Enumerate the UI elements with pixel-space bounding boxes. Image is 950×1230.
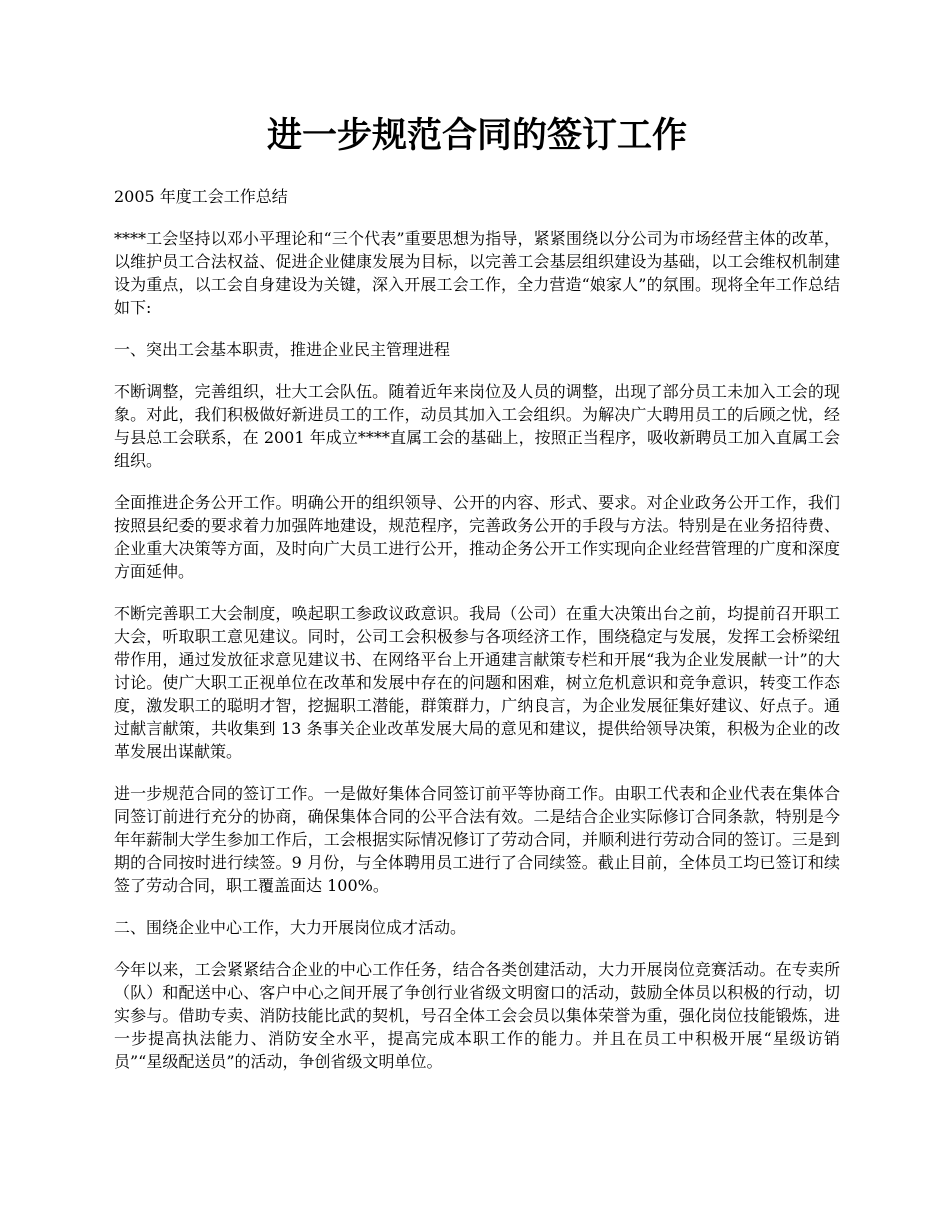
section-1-heading: 一、突出工会基本职责，推进企业民主管理进程 [114,340,451,359]
document-page [114,110,840,1092]
section-2-paragraph-1: 今年以来，工会紧紧结合企业的中心工作任务，结合各类创建活动，大力开展岗位竞赛活动。在专卖所（队）和配送中心、客户中心之间开展了争创行业省级文明窗口的活动，鼓励全体员以积极的行动，切实参与。借助专卖、消防技能比武的契机，号召全体工会会员以集体荣誉为重，强化岗位技能锻炼，进一步提高执法能力、消防安全水平，提高完成本职工作的能力。并且在员工中积极开展“星级访销员”“星级配送员”的活动，争创省级文明单位。 [114,960,840,1071]
document-title: 进一步规范合同的签订工作 [266,115,687,156]
section-1-paragraph-3: 不断完善职工大会制度，唤起职工参政议政意识。我局（公司）在重大决策出台之前，均提前召开职工大会，听取职工意见建议。同时，公司工会积极参与各项经济工作，围绕稳定与发展，发挥工会桥梁纽带作用，通过发放征求意见建议书、在网络平台上开通建言献策专栏和开展“我为企业发展献一计”的大讨论。使广大职工正视单位在改革和发展中存在的问题和困难，树立危机意识和竞争意识，转变工作态度，激发职工的聪明才智，挖掘职工潜能，群策群力，广纳良言，为企业发展征集好建议、好点子。通过献言献策，共收集到 13 条事关企业改革发展大局的意见和建议，提供给领导决策，积极为企业的改革发展出谋献策。 [114,604,840,761]
section-2-heading: 二、围绕企业中心工作，大力开展岗位成才活动。 [114,918,467,937]
document-subtitle: 2005 年度工会工作总结 [114,187,288,206]
section-1-paragraph-1: 不断调整，完善组织，壮大工会队伍。随着近年来岗位及人员的调整，出现了部分员工未加入工会的现象。对此，我们积极做好新进员工的工作，动员其加入工会组织。为解决广大聘用员工的后顾之忧，经与县总工会联系，在 2001 年成立****直属工会的基础上，按照正当程序，吸收新聘员工加入直属工会组织。 [114,382,840,470]
section-1-paragraph-2: 全面推进企务公开工作。明确公开的组织领导、公开的内容、形式、要求。对企业政务公开工作，我们按照县纪委的要求着力加强阵地建设，规范程序，完善政务公开的手段与方法。特别是在业务招待费、企业重大决策等方面，及时向广大员工进行公开，推动企务公开工作实现向企业经营管理的广度和深度方面延伸。 [114,493,840,581]
intro-paragraph: ****工会坚持以邓小平理论和“三个代表”重要思想为指导，紧紧围绕以分公司为市场经营主体的改革，以维护员工合法权益、促进企业健康发展为目标，以完善工会基层组织建设为基础，以工会维权机制建设为重点，以工会自身建设为关键，深入开展工会工作，全力营造“娘家人”的氛围。现将全年工作总结如下: [114,229,840,317]
section-1-paragraph-4: 进一步规范合同的签订工作。一是做好集体合同签订前平等协商工作。由职工代表和企业代表在集体合同签订前进行充分的协商，确保集体合同的公平合法有效。二是结合企业实际修订合同条款，特别是今年年薪制大学生参加工作后，工会根据实际情况修订了劳动合同，并顺利进行劳动合同的签订。三是到期的合同按时进行续签。9 月份，与全体聘用员工进行了合同续签。截止目前，全体员工均已签订和续签了劳动合同，职工覆盖面达 100%。 [114,784,840,895]
